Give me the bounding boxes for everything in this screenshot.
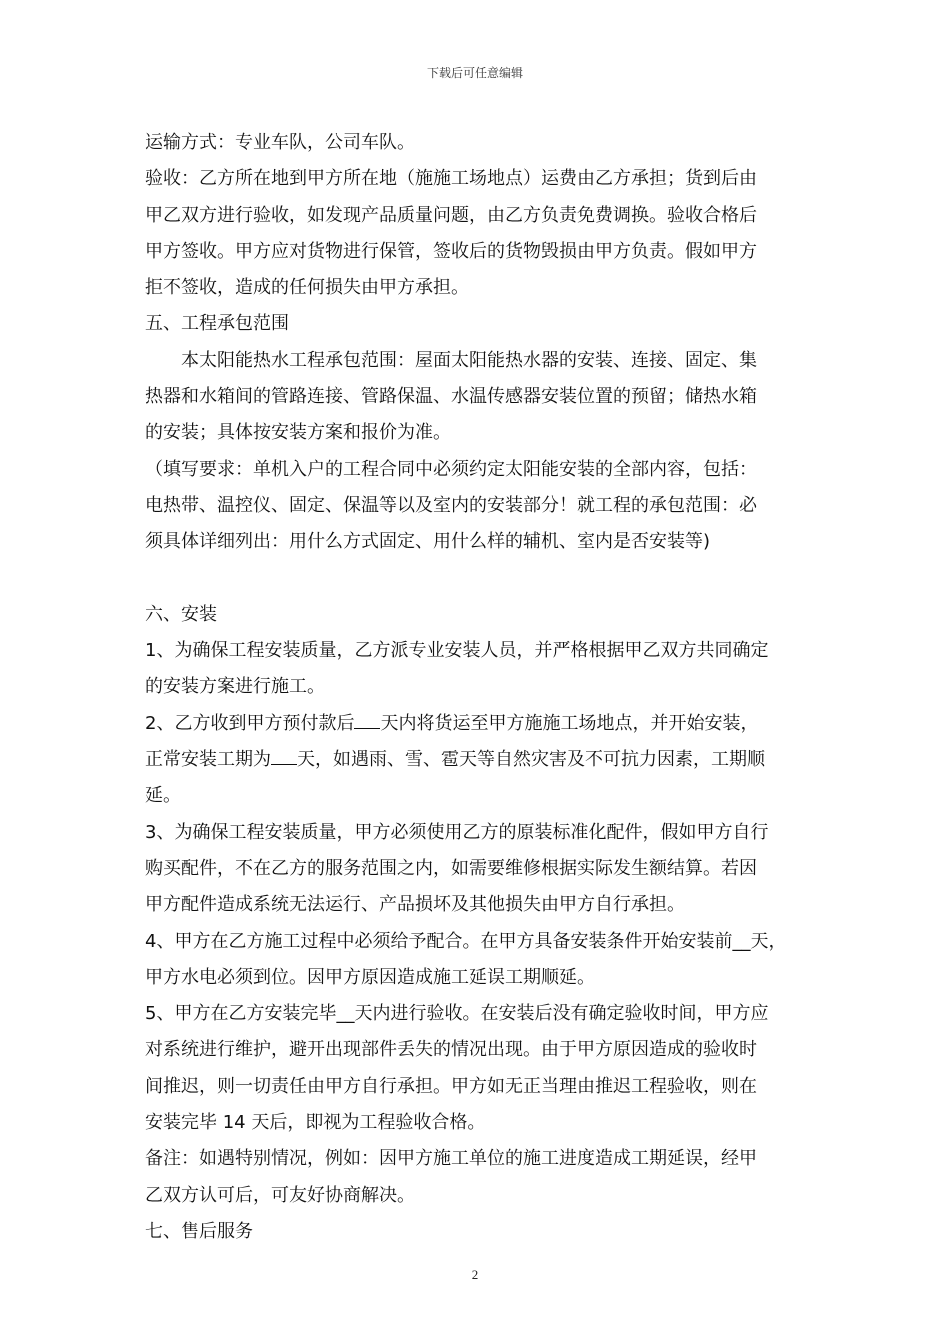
text-line: 3、为确保工程安装质量，甲方必须使用乙方的原装标准化配件，假如甲方自行 — [145, 821, 769, 843]
text-line: 拒不签收，造成的任何损失由甲方承担。 — [145, 277, 469, 299]
page-number: 2 — [471, 1267, 479, 1282]
page-header: 下载后可任意编辑 — [426, 66, 523, 80]
text-line — [145, 742, 810, 778]
text-line: 购买配件，不在乙方的服务范围之内，如需要维修根据实际发生额结算。若因 — [145, 857, 757, 879]
text-segment: 2、乙方收到甲方预付款后 — [145, 712, 355, 734]
text-line: 的安装方案进行施工。 — [145, 676, 325, 698]
text-line: 热器和水箱间的管路连接、管路保温、水温传感器安装位置的预留；储热水箱 — [145, 386, 757, 408]
text-line: 甲乙双方进行验收，如发现产品质量问题，由乙方负责免费调换。验收合格后 — [145, 204, 757, 226]
text-line: 1、为确保工程安装质量，乙方派专业安装人员，并严格根据甲乙双方共同确定 — [145, 640, 769, 662]
text-line: 运输方式：专业车队，公司车队。 — [145, 132, 415, 153]
text-line: 须具体详细列出：用什么方式固定、用什么样的辅机、室内是否安装等) — [145, 531, 711, 553]
text-line: 电热带、温控仪、固定、保温等以及室内的安装部分！就工程的承包范围：必 — [145, 494, 757, 516]
section-heading: 六、安装 — [145, 603, 217, 625]
text-line: 甲方签收。甲方应对货物进行保管，签收后的货物毁损由甲方负责。假如甲方 — [145, 240, 757, 262]
text-line: 间推迟，则一切责任由甲方自行承担。甲方如无正当理由推迟工程验收，则在 — [145, 1075, 757, 1097]
fill-in-blank — [271, 746, 297, 765]
text-line: 乙双方认可后，可友好协商解决。 — [145, 1184, 415, 1206]
fill-in-blank — [354, 710, 380, 729]
text-line: （填写要求：单机入户的工程合同中必须约定太阳能安装的全部内容，包括： — [145, 458, 757, 480]
text-segment: 正常安装工期为 — [145, 749, 271, 771]
text-line: 对系统进行维护，避开出现部件丢失的情况出现。由于甲方原因造成的验收时 — [145, 1039, 757, 1061]
text-segment: 天内将货运至甲方施施工场地点，并开始安装， — [380, 712, 759, 734]
text-line: 的安装；具体按安装方案和报价为准。 — [145, 422, 451, 444]
text-line: 本太阳能热水工程承包范围：屋面太阳能热水器的安装、连接、固定、集 — [181, 349, 757, 371]
section-heading: 五、工程承包范围 — [145, 313, 289, 335]
document-body — [145, 125, 810, 1250]
text-line: 甲方水电必须到位。因甲方原因造成施工延误工期顺延。 — [145, 966, 595, 988]
text-line: 延。 — [145, 785, 181, 807]
text-line: 5、甲方在乙方安装完毕__天内进行验收。在安装后没有确定验收时间，甲方应 — [145, 1003, 769, 1025]
blank-line — [145, 561, 810, 597]
text-line: 甲方配件造成系统无法运行、产品损坏及其他损失由甲方自行承担。 — [145, 894, 685, 916]
text-line: 安装完毕 14 天后，即视为工程验收合格。 — [145, 1112, 486, 1134]
text-line — [145, 706, 810, 742]
text-line: 4、甲方在乙方施工过程中必须给予配合。在甲方具备安装条件开始安装前__天， — [145, 930, 787, 952]
text-line: 备注：如遇特别情况，例如：因甲方施工单位的施工进度造成工期延误，经甲 — [145, 1148, 757, 1170]
text-line: 验收：乙方所在地到甲方所在地（施施工场地点）运费由乙方承担；货到后由 — [145, 168, 757, 190]
section-heading: 七、售后服务 — [145, 1220, 253, 1242]
text-segment: 天，如遇雨、雪、雹天等自然灾害及不可抗力因素，工期顺 — [297, 749, 765, 771]
